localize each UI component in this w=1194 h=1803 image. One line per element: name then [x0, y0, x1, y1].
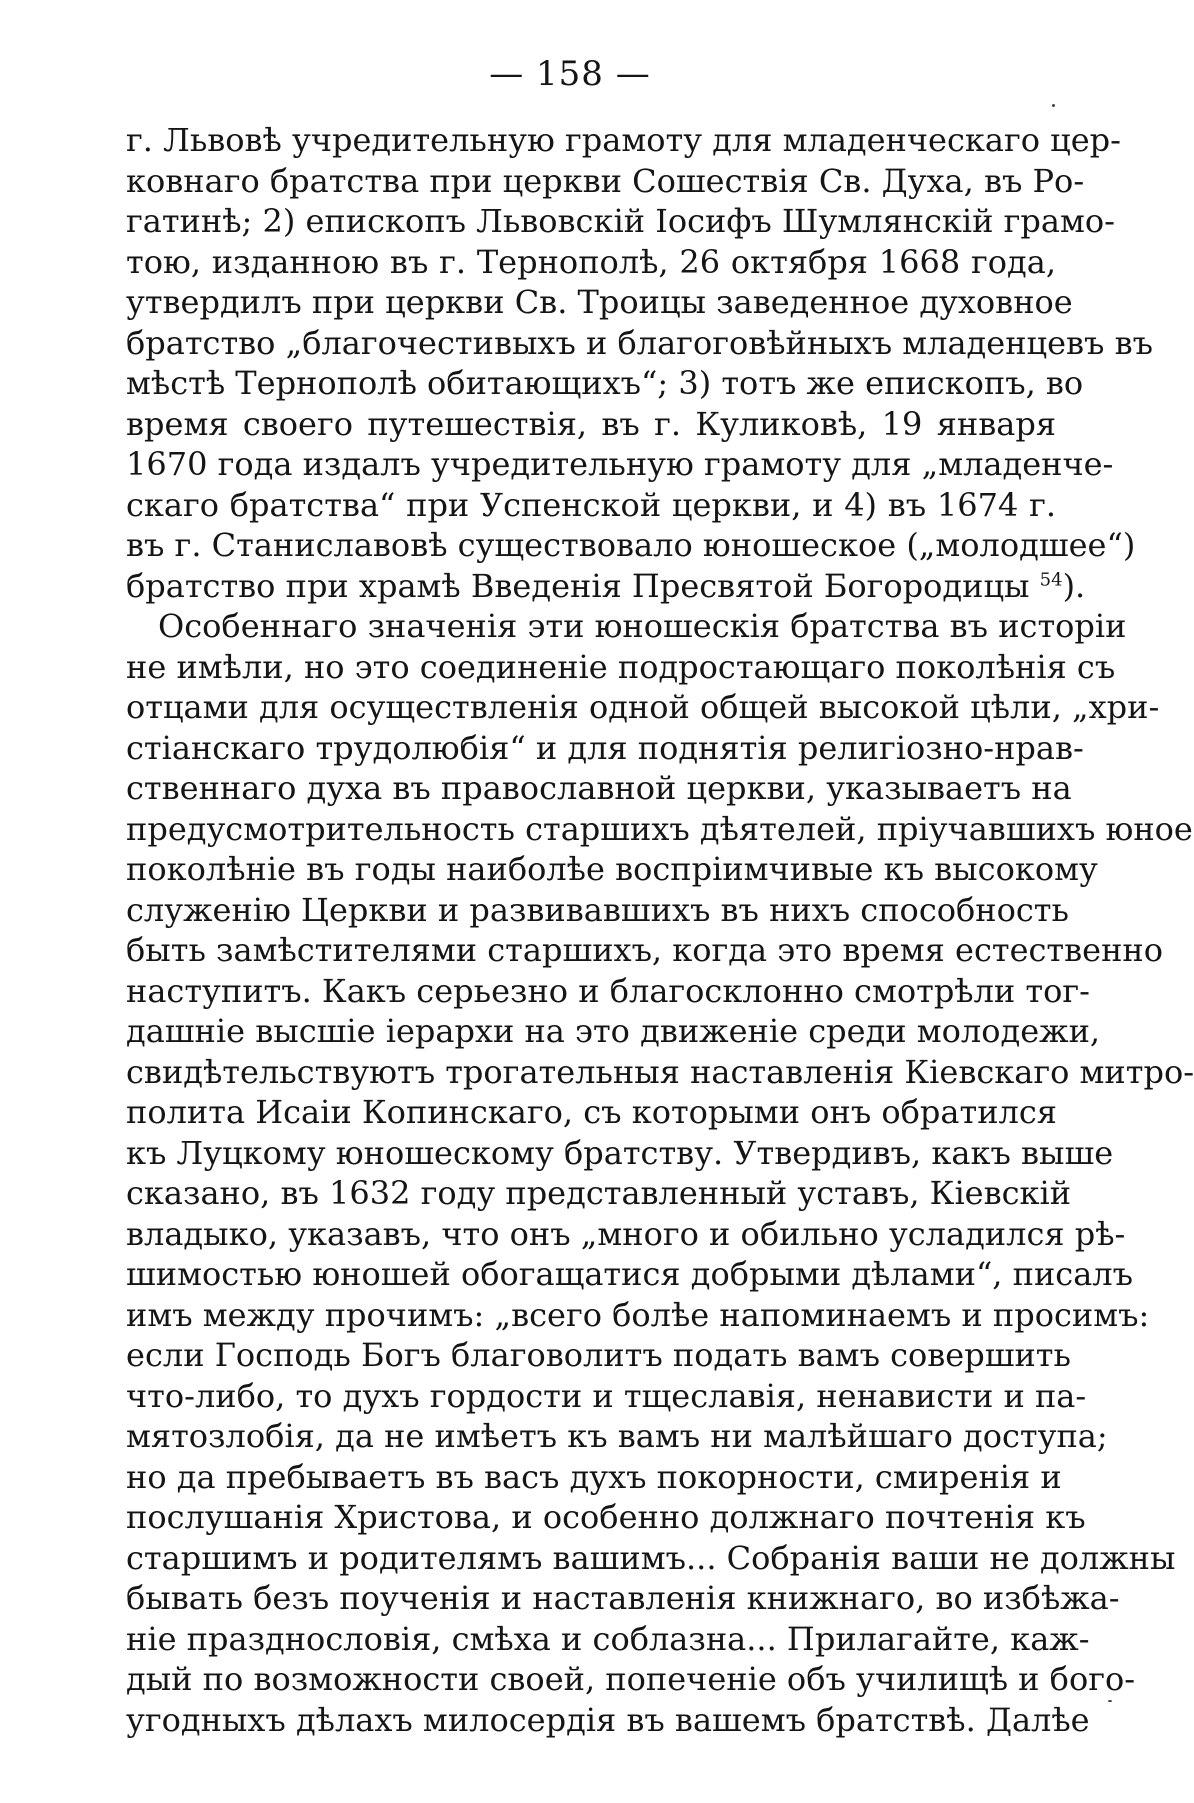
body-text: [126, 120, 1194, 1740]
text-line: свидѣтельствуютъ трогательныя наставленія Кіевскаго митро-: [126, 1052, 1194, 1091]
text-line: поколѣніе въ годы наиболѣе воспріимчивые къ высокому: [126, 850, 1098, 888]
footnote-reference: 54: [1039, 568, 1063, 590]
text-line-closing: ).: [1062, 566, 1086, 605]
text-line: отцами для осуществленія одной общей высокой цѣли, „хри-: [126, 688, 1160, 726]
text-line: если Господь Богъ благоволитъ подать вамъ совершить: [126, 1336, 1071, 1374]
text-line: наступитъ. Какъ серьезно и благосклонно смотрѣли тог-: [126, 971, 1090, 1010]
text-line-with-footnote: [126, 566, 1086, 607]
text-line: дашніе высшіе іерархи на это движеніе среди молодежи,: [126, 1012, 1101, 1050]
text-line: къ Луцкому юношескому братству. Утвердивъ, какъ выше: [126, 1133, 1114, 1172]
text-line: дый по возможности своей, попеченіе объ училищѣ и бого-: [126, 1660, 1136, 1698]
text-line: угодныхъ дѣлахъ милосердія въ вашемъ братствѣ. Далѣе: [126, 1700, 1090, 1739]
scan-speck: [1108, 1700, 1112, 1702]
text-line: ніе празднословія, смѣха и соблазна... Прилагайте, каж-: [126, 1619, 1090, 1658]
text-line: стіанскаго трудолюбія“ и для поднятія религіозно-нрав-: [126, 728, 1084, 767]
text-line: время своего путешествія, въ г. Куликовѣ, 19 января: [126, 404, 1056, 443]
text-line: братство „благочестивыхъ и благоговѣйныхъ младенцевъ въ: [126, 323, 1153, 362]
text-line: что-либо, то духъ гордости и тщеславія, ненависти и па-: [126, 1376, 1087, 1415]
text-line: ковнаго братства при церкви Сошествія Св. Духа, въ Ро-: [126, 161, 1085, 200]
text-line: имъ между прочимъ: „всего болѣе напоминаемъ и просимъ:: [126, 1295, 1150, 1334]
text-line: тою, изданною въ г. Тернополѣ, 26 октября 1668 года,: [126, 242, 1056, 281]
text-line: полита Исаіи Копинскаго, съ которыми онъ обратился: [126, 1093, 1057, 1131]
text-line: сказано, въ 1632 году представленный уставъ, Кіевскій: [126, 1174, 1072, 1212]
text-line: утвердилъ при церкви Св. Троицы заведенное духовное: [126, 283, 1073, 321]
text-line: мятозлобія, да не имѣетъ къ вамъ ни малѣйшаго доступа;: [126, 1417, 1108, 1455]
text-line: скаго братства“ при Успенской церкви, и 4) въ 1674 г.: [126, 485, 1056, 524]
text-line: въ г. Станиславовѣ существовало юношеское („молодшее“): [126, 526, 1136, 564]
text-line: г. Львовѣ учредительную грамоту для младенческаго цер-: [126, 121, 1121, 159]
text-line: предусмотрительность старшихъ дѣятелей, пріучавшихъ юное: [126, 809, 1193, 848]
text-line: старшимъ и родителямъ вашимъ... Собранія ваши не должны: [126, 1538, 1176, 1577]
text-line: 1670 года издалъ учредительную грамоту для „младенче-: [126, 445, 1114, 483]
text-line: гатинѣ; 2) епископъ Львовскій Іосифъ Шумлянскій грамо-: [126, 202, 1115, 240]
text-line: послушанія Христова, и особенно должнаго почтенія къ: [126, 1498, 1086, 1536]
text-line: ственнаго духа въ православной церкви, указываетъ на: [126, 769, 1072, 807]
scan-speck: [1052, 104, 1055, 107]
text-line: но да пребываетъ въ васъ духъ покорности, смиренія и: [126, 1457, 1062, 1496]
page-number: — 158 —: [489, 54, 651, 94]
text-line: мѣстѣ Тернополѣ обитающихъ“; 3) тотъ же епископъ, во: [126, 364, 1084, 402]
paragraph-1: [126, 120, 1153, 606]
text-line: не имѣли, но это соединеніе подростающаго поколѣнія съ: [126, 647, 1116, 686]
text-line: шимостью юношей обогащатися добрыми дѣлами“, писалъ: [126, 1255, 1133, 1293]
paragraph-2: [126, 606, 1194, 1740]
text-line: служенію Церкви и развивавшихъ въ нихъ способность: [126, 890, 1069, 929]
text-line: быть замѣстителями старшихъ, когда это время естественно: [126, 931, 1163, 969]
text-line: Особеннаго значенія эти юношескія братства въ исторіи: [158, 607, 1127, 645]
text-line-content: братство при храмѣ Введенія Пресвятой Богородицы: [126, 566, 1030, 605]
text-line: бывать безъ поученія и наставленія книжнаго, во избѣжа-: [126, 1579, 1120, 1617]
text-line: владыко, указавъ, что онъ „много и обильно усладился рѣ-: [126, 1214, 1126, 1253]
